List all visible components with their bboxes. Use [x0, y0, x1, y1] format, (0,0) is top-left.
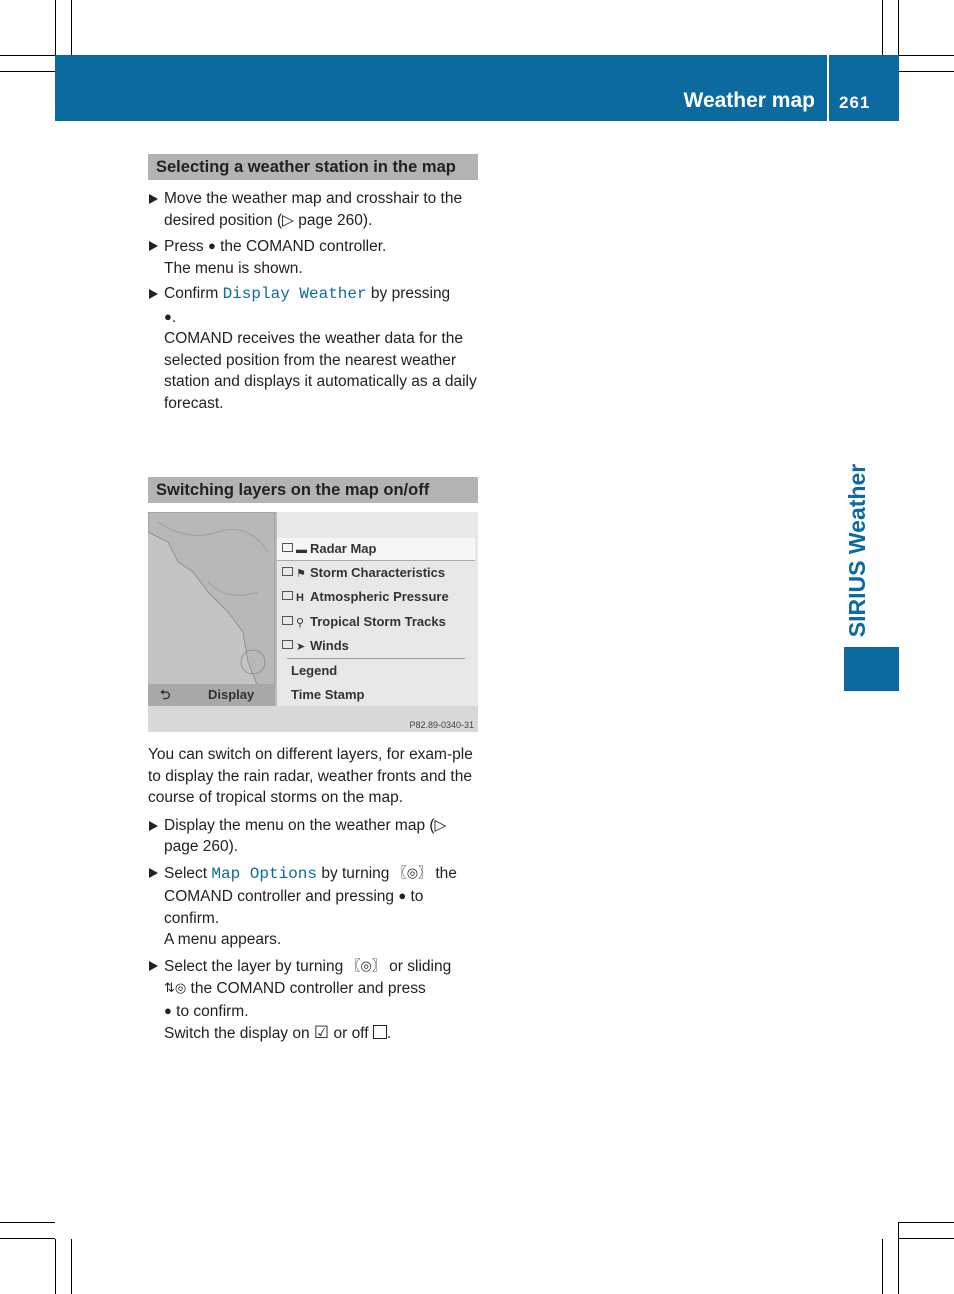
section-layers-body	[148, 744, 478, 1049]
step-text: the COMAND controller.	[215, 238, 387, 255]
checkbox-checked-icon: ☑	[313, 1023, 330, 1042]
page-header	[55, 55, 899, 121]
turn-controller-icon: 〖◎〗	[393, 864, 432, 880]
side-tab	[840, 460, 876, 640]
step-text: Press	[164, 238, 208, 255]
crop-mark	[882, 1239, 883, 1294]
storm-icon: ⚑	[296, 568, 306, 580]
menu-option-code: Map Options	[211, 864, 318, 883]
step-text: .	[171, 308, 177, 326]
menu-item-winds: ➤ Winds	[282, 638, 349, 653]
crop-mark	[71, 1239, 72, 1294]
step-result: or off	[329, 1025, 373, 1042]
section-layers	[148, 477, 478, 503]
step-text: to confirm.	[171, 1002, 249, 1020]
menu-item-radar-map: ▬ Radar Map	[282, 541, 376, 556]
back-icon: ⮌	[160, 687, 171, 702]
layer-menu	[275, 512, 478, 706]
checkbox-empty-icon	[373, 1025, 387, 1039]
page-number: 261	[839, 93, 871, 112]
section-heading: Selecting a weather station in the map	[148, 154, 478, 180]
instruction-step	[148, 862, 478, 951]
step-result: .	[386, 1025, 392, 1042]
map-bottom-bar	[148, 684, 275, 706]
press-controller-icon: ●	[164, 1002, 172, 1018]
slide-controller-icon: ⇅◎	[164, 980, 187, 995]
step-arrow-icon	[149, 821, 158, 831]
crop-mark	[55, 1239, 56, 1294]
step-text: Display the menu on the weather map (▷ page 260).	[164, 816, 447, 855]
menu-option-code: Display Weather	[222, 285, 367, 303]
crop-mark	[55, 0, 56, 55]
section-select-station	[148, 154, 478, 418]
menu-item-storm-characteristics: ⚑ Storm Characteristics	[282, 565, 445, 580]
crop-mark	[899, 1238, 954, 1239]
crop-mark	[899, 1222, 954, 1223]
step-result: COMAND receives the weather data for the selected position from the nearest weather station and displays it automatically as a daily forecast.	[164, 330, 477, 412]
menu-item-time-stamp: Time Stamp	[291, 687, 365, 702]
step-text: the COMAND controller and pressing	[164, 864, 457, 905]
crop-mark	[71, 0, 72, 55]
crop-mark	[882, 0, 883, 55]
weather-map-screenshot	[148, 512, 478, 732]
instruction-step	[148, 188, 478, 231]
step-arrow-icon	[149, 194, 158, 204]
step-text: by turning	[317, 864, 394, 882]
instruction-step	[148, 283, 478, 414]
checkbox-icon	[282, 616, 293, 625]
header-divider	[827, 55, 829, 121]
storm-track-icon: ⚲	[296, 617, 305, 629]
section-heading: Switching layers on the map on/off	[148, 477, 478, 503]
step-result: Switch the display on	[164, 1025, 314, 1042]
crop-mark	[899, 71, 954, 72]
instruction-step	[148, 815, 478, 858]
crop-mark	[0, 55, 55, 56]
crop-mark	[899, 55, 954, 56]
radar-icon: ▬	[296, 544, 307, 556]
map-land-shape	[148, 512, 275, 687]
press-controller-icon: ●	[164, 308, 172, 324]
step-text: by pressing	[366, 285, 451, 302]
step-arrow-icon	[149, 961, 158, 971]
step-arrow-icon	[149, 868, 158, 878]
step-result: The menu is shown.	[164, 259, 303, 277]
side-tab-marker	[844, 647, 899, 691]
turn-controller-icon: 〖◎〗	[347, 957, 385, 973]
step-text: Select the layer by turning	[164, 957, 348, 975]
step-text: or sliding	[384, 957, 452, 975]
step-arrow-icon	[149, 241, 158, 251]
checkbox-icon	[282, 543, 293, 552]
side-tab-label: SIRIUS Weather	[844, 463, 871, 637]
map-view	[148, 512, 275, 687]
checkbox-icon	[282, 640, 293, 649]
step-text: to confirm.	[164, 888, 424, 927]
press-controller-icon: ●	[398, 888, 407, 903]
crop-mark	[0, 1238, 55, 1239]
menu-item-legend: Legend	[291, 663, 338, 678]
figure-caption: P82.89-0340-31	[409, 720, 474, 730]
step-text: Move the weather map and crosshair to the desired position (▷ page 260).	[164, 190, 463, 229]
menu-divider	[287, 658, 465, 659]
menu-item-atmospheric-pressure: H Atmospheric Pressure	[282, 589, 449, 604]
page-title: Weather map	[683, 89, 815, 112]
step-arrow-icon	[149, 289, 158, 299]
crop-mark	[0, 1222, 55, 1223]
instruction-step	[148, 235, 478, 279]
step-text: Confirm	[164, 285, 223, 302]
press-controller-icon: ●	[207, 238, 216, 253]
display-label: Display	[208, 687, 255, 702]
instruction-step	[148, 955, 478, 1045]
crop-mark	[898, 0, 899, 55]
checkbox-icon	[282, 567, 293, 576]
intro-paragraph: You can switch on different layers, for exam-ple to display the rain radar, weather fronts and the course of tropical storms on the map.	[148, 746, 473, 806]
crop-mark	[898, 1222, 899, 1294]
step-text: Select	[164, 864, 212, 882]
crop-mark	[0, 71, 55, 72]
step-result: A menu appears.	[164, 931, 282, 948]
step-text: the COMAND controller and press	[186, 980, 426, 997]
menu-item-tropical-storm-tracks: ⚲ Tropical Storm Tracks	[282, 614, 446, 629]
checkbox-icon	[282, 591, 293, 600]
pressure-icon: H	[296, 592, 304, 604]
wind-icon: ➤	[296, 641, 306, 653]
